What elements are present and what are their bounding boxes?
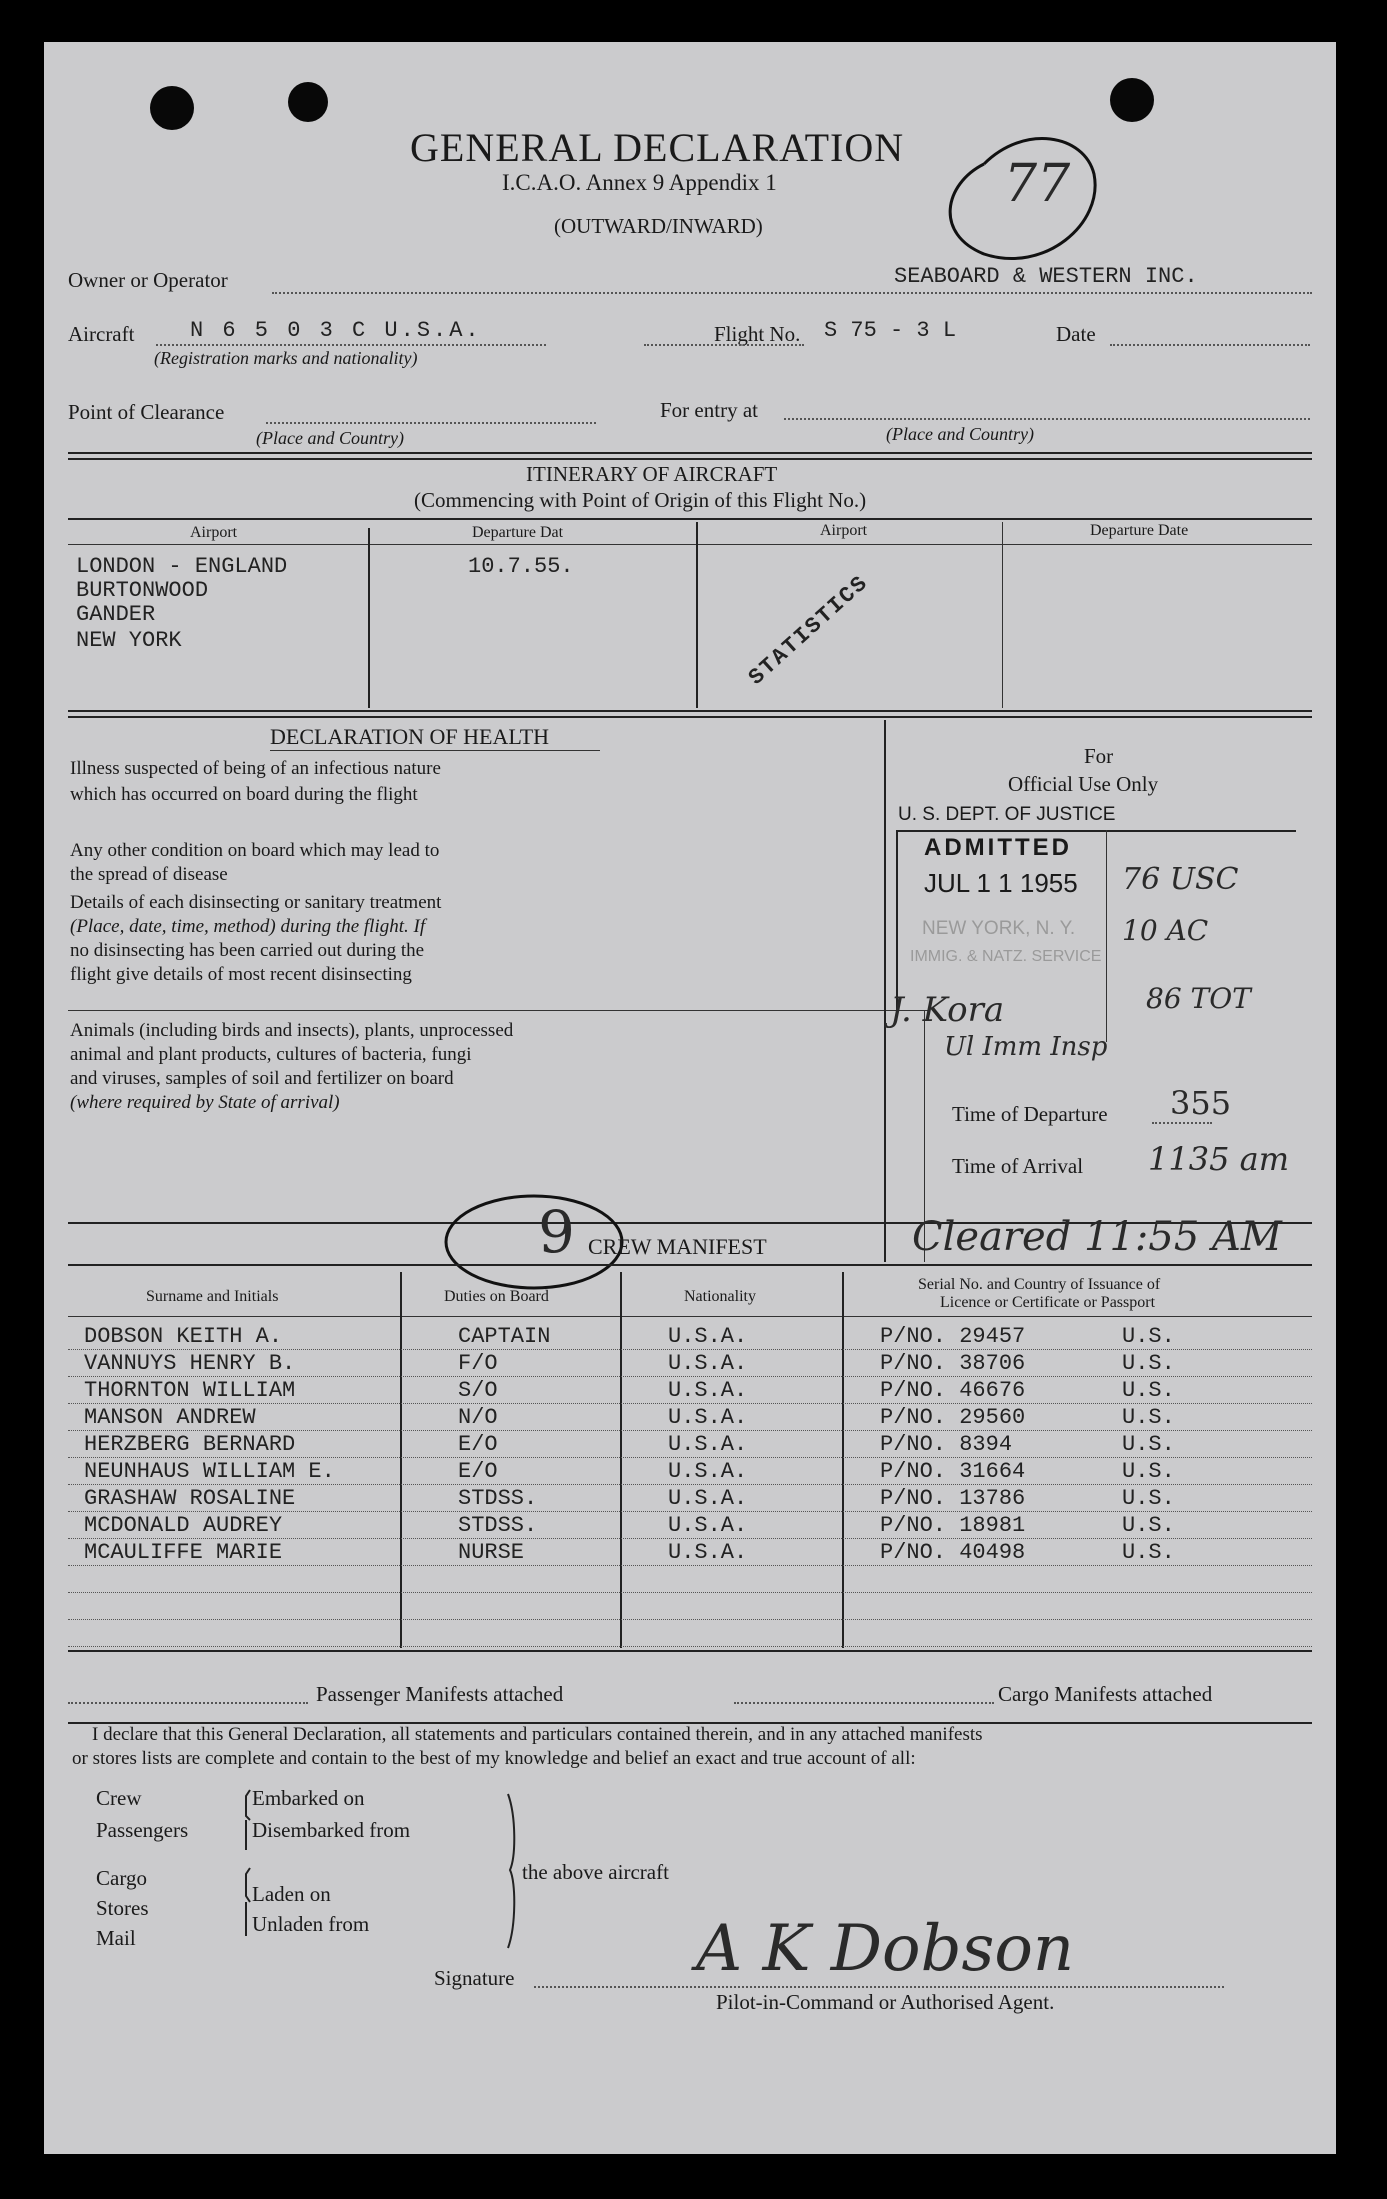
crew-duty: E/O [458, 1432, 498, 1457]
crew-nationality: U.S.A. [668, 1378, 748, 1403]
entry-label: For entry at [660, 398, 758, 422]
itinerary-airport-1: LONDON - ENGLAND [76, 554, 288, 579]
form-direction: (OUTWARD/INWARD) [554, 214, 763, 238]
footer-above-aircraft: the above aircraft [522, 1860, 669, 1884]
crew-row-dotted-line [68, 1538, 1312, 1539]
statistics-stamp: STATISTICS [744, 570, 874, 691]
crew-nationality: U.S.A. [668, 1432, 748, 1457]
health-divider [68, 1010, 928, 1011]
itinerary-airport-2: BURTONWOOD [76, 578, 209, 603]
stamp-left-rule [896, 830, 898, 1010]
divider-1 [68, 452, 1312, 454]
health-p3-line4: flight give details of most recent disinsecting [70, 964, 412, 985]
clearance-note: (Place and Country) [256, 428, 404, 448]
stamp-service: IMMIG. & NATZ. SERVICE [910, 948, 1102, 965]
crew-nationality: U.S.A. [668, 1513, 748, 1538]
passenger-manifests: Passenger Manifests attached [316, 1682, 564, 1706]
form-annex: I.C.A.O. Annex 9 Appendix 1 [502, 170, 777, 195]
form-title: GENERAL DECLARATION [410, 125, 905, 170]
crew-country: U.S. [1122, 1351, 1175, 1376]
crew-country: U.S. [1122, 1513, 1175, 1538]
crew-country: U.S. [1122, 1405, 1175, 1430]
crew-passport: P/NO. 40498 [880, 1540, 1026, 1565]
itinerary-head-airport-1: Airport [190, 524, 238, 541]
divider-3 [68, 710, 1312, 712]
crew-nationality: U.S.A. [668, 1351, 748, 1376]
itinerary-airport-3: GANDER [76, 602, 156, 627]
itinerary-col-2 [696, 522, 698, 708]
footer-stores: Stores [96, 1896, 149, 1920]
crew-duty: NURSE [458, 1540, 525, 1565]
departure-value: 355 [1170, 1084, 1232, 1122]
clearance-dotted-line [266, 422, 596, 424]
page-number-mark: 77 [1004, 154, 1071, 214]
crew-head-serial-2: Licence or Certificate or Passport [940, 1294, 1156, 1311]
footer-passengers: Passengers [96, 1818, 189, 1842]
arrival-label: Time of Arrival [952, 1154, 1084, 1178]
health-p3-line1: Details of each disinsecting or sanitary treatment [70, 892, 442, 913]
owner-label: Owner or Operator [68, 268, 228, 292]
signature-label: Signature [434, 1966, 515, 1990]
official-note-3: 86 TOT [1146, 982, 1251, 1015]
crew-duty: CAPTAIN [458, 1324, 551, 1349]
general-declaration-form [44, 42, 1336, 2154]
itinerary-head-airport-2: Airport [820, 522, 868, 539]
crew-head-name: Surname and Initials [146, 1288, 279, 1305]
crew-passport: P/NO. 13786 [880, 1486, 1026, 1511]
crew-row-dotted-line [68, 1511, 1312, 1512]
crew-country: U.S. [1122, 1459, 1175, 1484]
crew-country: U.S. [1122, 1324, 1175, 1349]
crew-row-dotted-line [68, 1457, 1312, 1458]
crew-passport: P/NO. 31664 [880, 1459, 1026, 1484]
crew-country: U.S. [1122, 1432, 1175, 1457]
crew-nationality: U.S.A. [668, 1540, 748, 1565]
crew-passport: P/NO. 8394 [880, 1432, 1013, 1457]
health-p2-line2: the spread of disease [70, 864, 228, 885]
crew-duty: F/O [458, 1351, 498, 1376]
health-p4-line3: and viruses, samples of soil and fertilizer on board [70, 1068, 454, 1089]
entry-dotted-line [784, 418, 1310, 420]
official-box-left [884, 720, 886, 1262]
crew-title: CREW MANIFEST [588, 1234, 767, 1259]
flight-dotted-line [644, 344, 804, 346]
date-label: Date [1056, 322, 1096, 346]
health-p3-line3: no disinsecting has been carried out during the [70, 940, 425, 961]
clearance-label: Point of Clearance [68, 400, 225, 424]
clearance-time-note: Cleared 11:55 AM [912, 1214, 1282, 1260]
itinerary-airport-4: NEW YORK [76, 628, 182, 653]
footer-cargo: Cargo [96, 1866, 147, 1890]
crew-name: MCAULIFFE MARIE [84, 1540, 283, 1565]
crew-name: DOBSON KEITH A. [84, 1324, 283, 1349]
stamp-city: NEW YORK, N. Y. [922, 918, 1076, 939]
crew-row-dotted-line [68, 1349, 1312, 1350]
health-p1-line2: which has occurred on board during the flight [70, 784, 418, 805]
stamp-dept: U. S. DEPT. OF JUSTICE [898, 804, 1116, 825]
crew-header-rule [68, 1316, 1312, 1317]
crew-name: THORNTON WILLIAM [84, 1378, 296, 1403]
crew-empty-row-line [68, 1592, 1312, 1593]
crew-passport: P/NO. 46676 [880, 1378, 1026, 1403]
crew-duty: N/O [458, 1405, 498, 1430]
crew-country: U.S. [1122, 1378, 1175, 1403]
flight-label: Flight No. [714, 322, 801, 346]
official-note-1: 76 USC [1122, 862, 1239, 897]
itinerary-title: ITINERARY OF AIRCRAFT [526, 462, 778, 486]
crew-passport: P/NO. 29560 [880, 1405, 1026, 1430]
crew-duty: STDSS. [458, 1486, 538, 1511]
punch-hole-center-left [288, 82, 328, 122]
inspector-signature: J. Kora [890, 990, 1005, 1030]
aircraft-note: (Registration marks and nationality) [154, 348, 418, 368]
crew-nationality: U.S.A. [668, 1405, 748, 1430]
crew-duty: S/O [458, 1378, 498, 1403]
divider-2 [68, 458, 1312, 460]
itinerary-head-date-1: Departure Dat [472, 524, 564, 541]
signature-dotted-line [534, 1986, 1224, 1988]
itinerary-top-rule [68, 518, 1312, 520]
itinerary-head-date-2: Departure Date [1090, 522, 1189, 539]
footer-unladen: Unladen from [252, 1912, 370, 1936]
crew-name: VANNUYS HENRY B. [84, 1351, 296, 1376]
crew-row-dotted-line [68, 1484, 1312, 1485]
crew-empty-row-line [68, 1619, 1312, 1620]
crew-passport: P/NO. 38706 [880, 1351, 1026, 1376]
health-title-underline [270, 750, 600, 751]
arrival-value: 1135 am [1148, 1140, 1290, 1178]
owner-dotted-line [272, 292, 1312, 294]
official-for: For [1084, 744, 1114, 768]
crew-empty-row-line [68, 1646, 1312, 1647]
health-p1-line1: Illness suspected of being of an infectious nature [70, 758, 441, 779]
itinerary-header-rule [68, 544, 1312, 545]
crew-name: MCDONALD AUDREY [84, 1513, 283, 1538]
date-dotted-line [1110, 344, 1310, 346]
stamp-date: JUL 1 1 1955 [924, 868, 1078, 898]
crew-count: 9 [538, 1198, 575, 1266]
cargo-manifests: Cargo Manifests attached [998, 1682, 1213, 1706]
health-p4-line2: animal and plant products, cultures of bacteria, fungi [70, 1044, 472, 1065]
footer-disembarked: Disembarked from [252, 1818, 411, 1842]
crew-row-dotted-line [68, 1403, 1312, 1404]
itinerary-subtitle: (Commencing with Point of Origin of this Flight No.) [414, 488, 867, 512]
crew-head-duty: Duties on Board [444, 1288, 549, 1305]
crew-country: U.S. [1122, 1540, 1175, 1565]
passenger-dotted-line [68, 1702, 308, 1704]
health-p2-line1: Any other condition on board which may lead to [70, 840, 440, 861]
crew-country: U.S. [1122, 1486, 1175, 1511]
health-title: DECLARATION OF HEALTH [270, 724, 550, 749]
crew-row-dotted-line [68, 1430, 1312, 1431]
departure-label: Time of Departure [952, 1102, 1108, 1126]
footer-mail: Mail [96, 1926, 136, 1950]
crew-name: GRASHAW ROSALINE [84, 1486, 296, 1511]
crew-top-rule [68, 1264, 1312, 1266]
crew-bottom-rule [68, 1650, 1312, 1652]
itinerary-col-1 [368, 528, 370, 708]
crew-head-serial-1: Serial No. and Country of Issuance of [918, 1276, 1161, 1293]
itinerary-date: 10.7.55. [468, 554, 574, 579]
health-p4-line1: Animals (including birds and insects), plants, unprocessed [70, 1020, 514, 1041]
crew-nationality: U.S.A. [668, 1486, 748, 1511]
footer-embarked: Embarked on [252, 1786, 365, 1810]
crew-row-dotted-line [68, 1376, 1312, 1377]
official-use: Official Use Only [1008, 772, 1159, 796]
footer-crew: Crew [96, 1786, 142, 1810]
flight-value: S 75 - 3 L [824, 318, 957, 343]
divider-4 [68, 716, 1312, 718]
aircraft-value: N 6 5 0 3 C U.S.A. [190, 318, 482, 343]
crew-nationality: U.S.A. [668, 1324, 748, 1349]
stamp-mid-rule [1106, 830, 1107, 1042]
crew-name: HERZBERG BERNARD [84, 1432, 296, 1457]
crew-passport: P/NO. 29457 [880, 1324, 1026, 1349]
declare-line-2: or stores lists are complete and contain to the best of my knowledge and belief an exact and true account of all: [72, 1748, 916, 1769]
punch-hole-left [150, 86, 194, 130]
crew-row-dotted-line [68, 1565, 1312, 1566]
health-p3-line2: (Place, date, time, method) during the flight. If [70, 916, 426, 937]
entry-note: (Place and Country) [886, 424, 1034, 444]
itinerary-col-3 [1002, 522, 1003, 708]
official-note-2: 10 AC [1122, 914, 1209, 947]
crew-duty: E/O [458, 1459, 498, 1484]
owner-value: SEABOARD & WESTERN INC. [894, 264, 1198, 289]
crew-name: NEUNHAUS WILLIAM E. [84, 1459, 335, 1484]
stamp-top-rule [896, 830, 1296, 832]
crew-duty: STDSS. [458, 1513, 538, 1538]
crew-passport: P/NO. 18981 [880, 1513, 1026, 1538]
aircraft-dotted-line [156, 344, 546, 346]
crew-nationality: U.S.A. [668, 1459, 748, 1484]
stamp-admitted: ADMITTED [924, 834, 1072, 861]
pilot-label: Pilot-in-Command or Authorised Agent. [716, 1990, 1055, 2014]
cargo-dotted-line [734, 1702, 994, 1704]
crew-name: MANSON ANDREW [84, 1405, 256, 1430]
aircraft-label: Aircraft [68, 322, 135, 346]
inspector-title: Ul Imm Insp [944, 1032, 1108, 1062]
crew-head-nat: Nationality [684, 1288, 756, 1305]
health-p4-line4: (where required by State of arrival) [70, 1092, 340, 1113]
departure-dotted-line [1152, 1122, 1212, 1124]
declare-line-1: I declare that this General Declaration, all statements and particulars contained therein, and in any attached manifests [92, 1724, 983, 1745]
captain-signature: A K Dobson [696, 1912, 1075, 1986]
footer-laden: Laden on [252, 1882, 331, 1906]
